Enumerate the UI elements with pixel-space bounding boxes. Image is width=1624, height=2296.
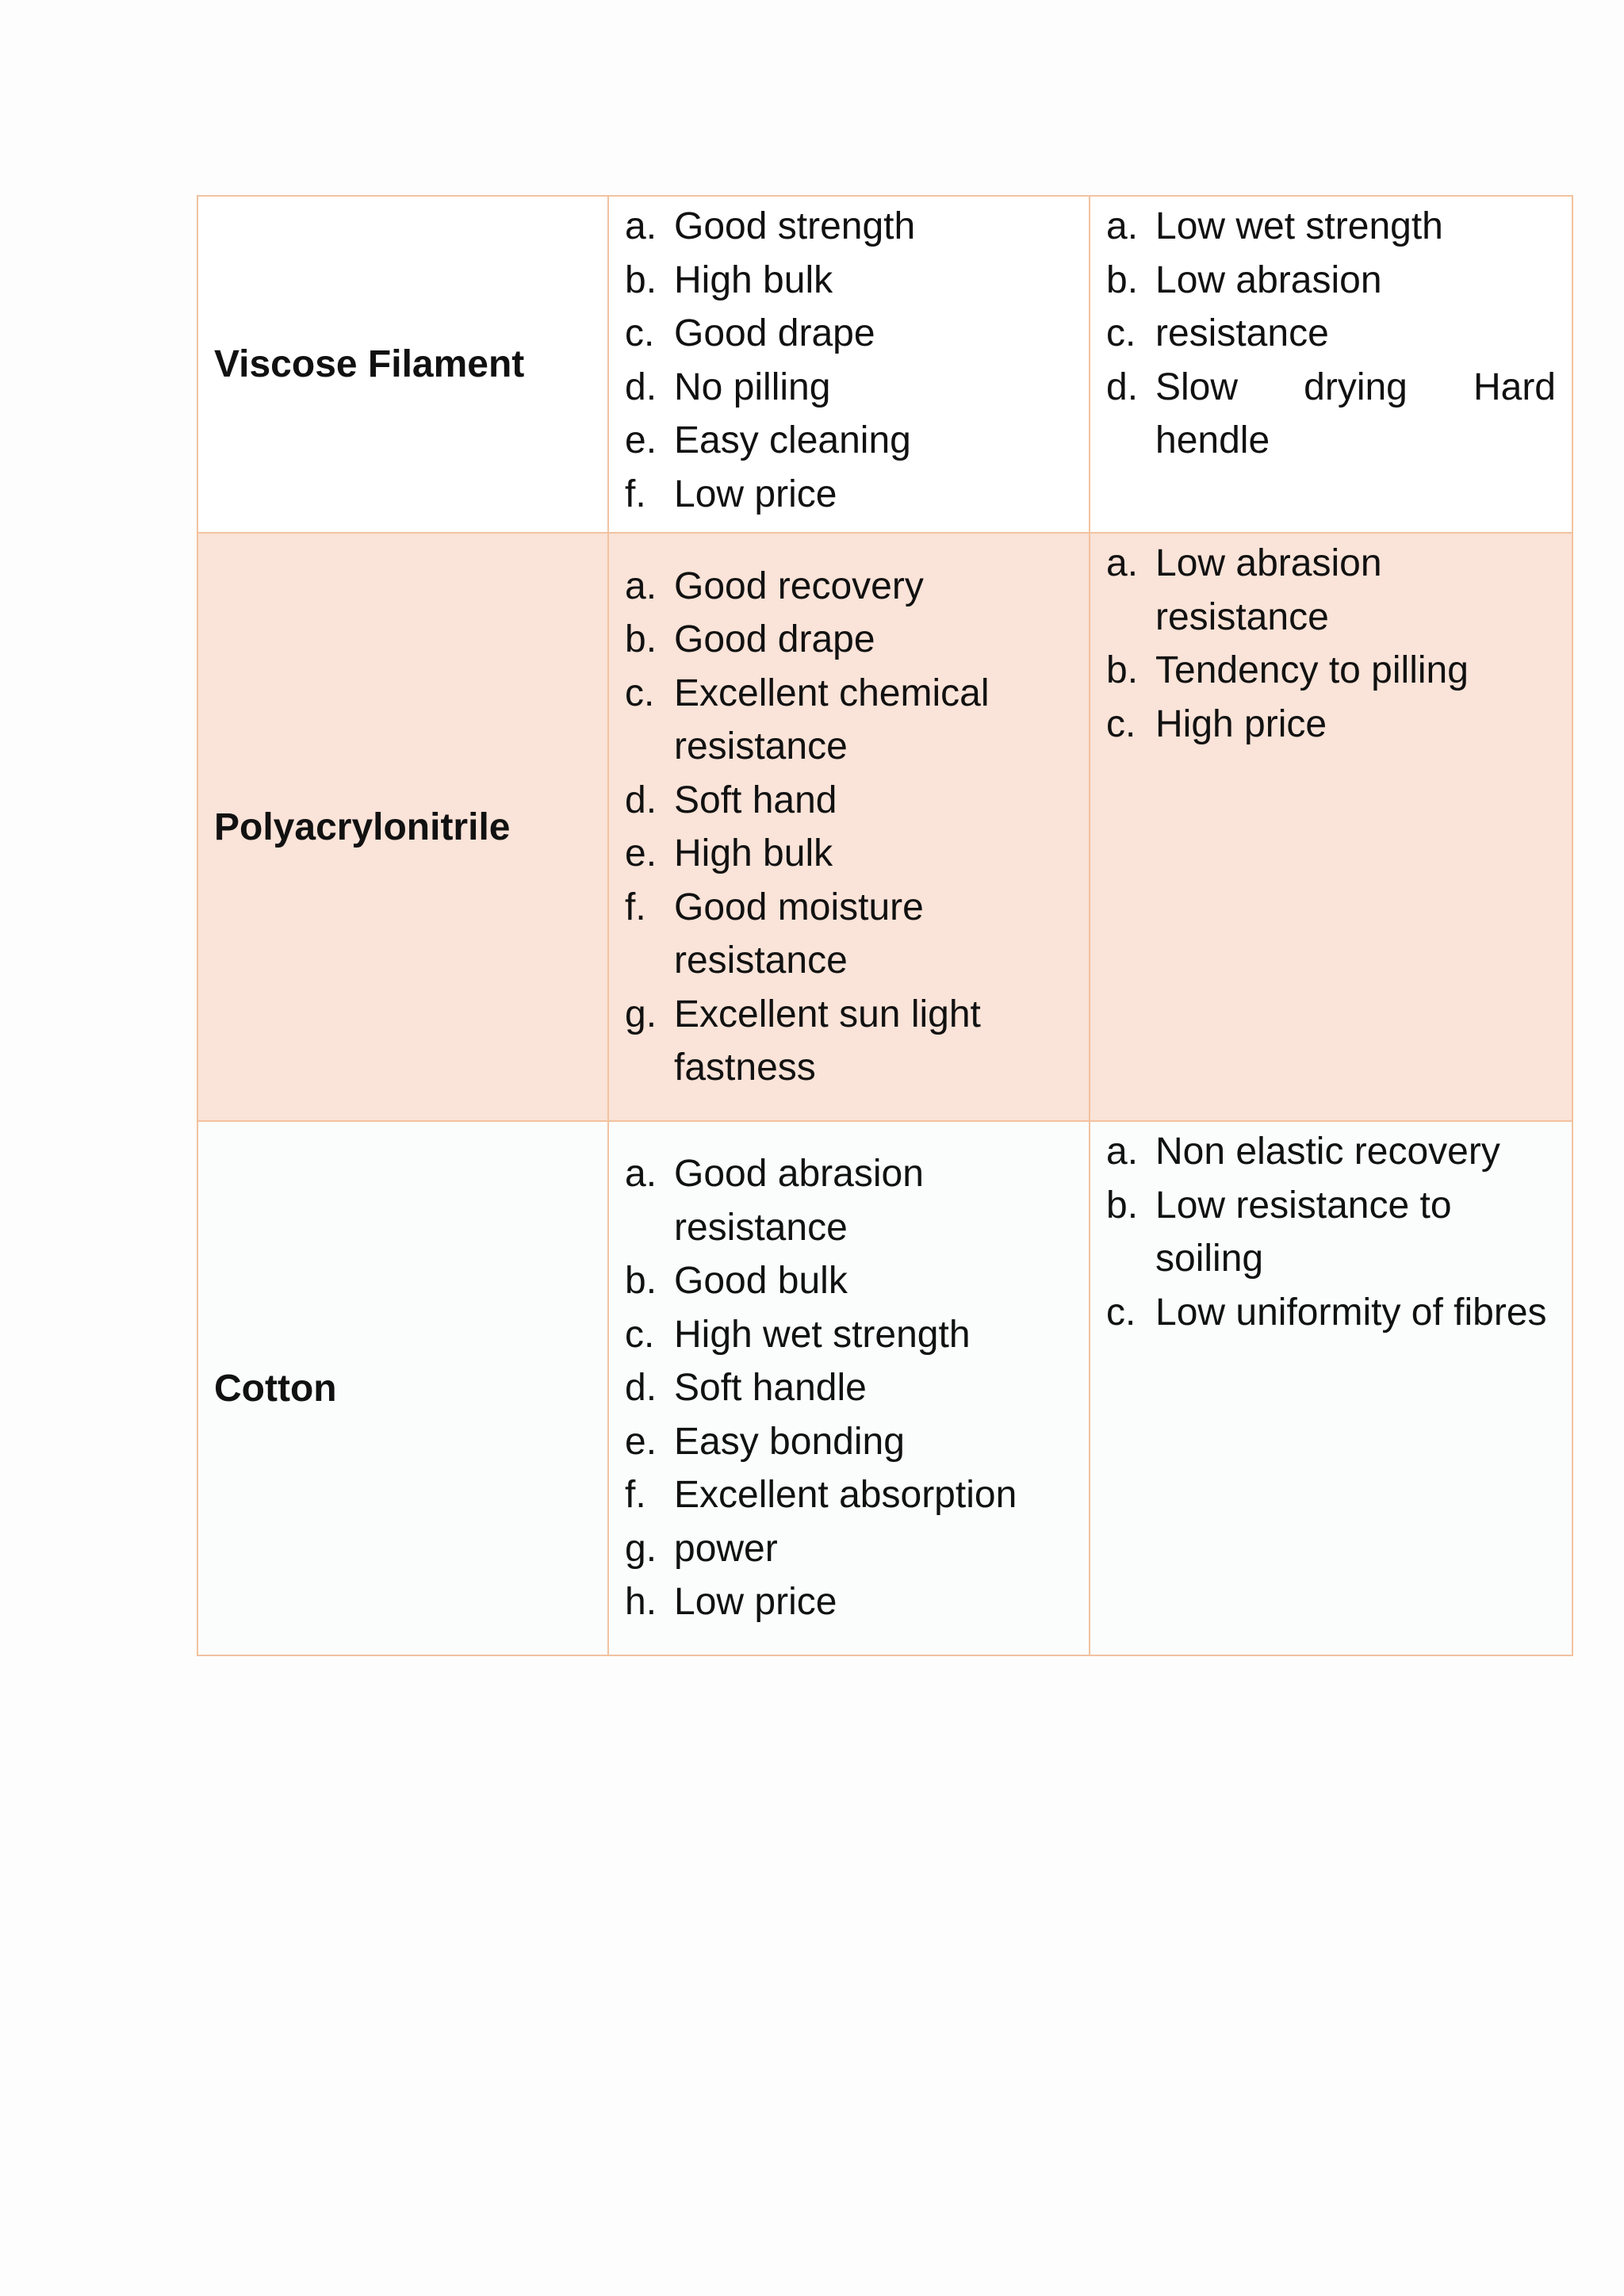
- list-item: d. Slow drying Hard hendle: [1106, 365, 1556, 461]
- list-item: c. High price: [1106, 702, 1327, 745]
- list-item: d. Soft hand: [625, 779, 837, 821]
- table-row: [197, 1121, 1572, 1655]
- list-item: f. Excellent absorption: [625, 1474, 1017, 1517]
- advantages-list: [609, 197, 1089, 532]
- fibre-name: Cotton: [214, 1367, 337, 1410]
- list-item: e. Easy bonding: [625, 1420, 905, 1463]
- list-item: b. Good drape: [625, 618, 875, 660]
- disadvantages-list: [1090, 534, 1572, 762]
- advantages-cell: [608, 196, 1090, 533]
- list-item: c. resistance: [1106, 312, 1329, 354]
- list-item: b. Low abrasion: [1106, 258, 1382, 301]
- list-item: b. Low resistance to soiling: [1106, 1184, 1452, 1280]
- list-item: a. Low abrasion resistance: [1106, 542, 1382, 638]
- fibre-properties-table: [197, 195, 1573, 1656]
- list-item: f. Low price: [625, 473, 837, 515]
- list-item: b. High bulk: [625, 258, 833, 301]
- list-item: c. Excellent chemical resistance: [625, 672, 990, 767]
- list-item: d. Soft handle: [625, 1367, 867, 1410]
- list-item: e. High bulk: [625, 832, 833, 874]
- fibre-name-cell: [197, 196, 608, 533]
- list-item: h. Low price: [625, 1581, 837, 1624]
- disadvantages-cell: [1090, 1121, 1572, 1655]
- list-item: c. Low uniformity of fibres: [1106, 1291, 1547, 1334]
- list-item: c. Good drape: [625, 312, 875, 354]
- list-item: g. power: [625, 1527, 778, 1570]
- list-item: a. Non elastic recovery: [1106, 1131, 1500, 1173]
- list-item: b. Good bulk: [625, 1260, 848, 1303]
- fibre-name-cell: [197, 1121, 608, 1655]
- list-item: a. Low wet strength: [1106, 205, 1443, 247]
- fibre-name: Viscose Filament: [214, 343, 525, 385]
- fibre-name-cell: [197, 533, 608, 1121]
- table-row: [197, 533, 1572, 1121]
- list-item: f. Good moisture resistance: [625, 886, 924, 982]
- disadvantages-cell: [1090, 196, 1572, 533]
- list-item: a. Good strength: [625, 205, 916, 247]
- list-item: a. Good abrasion resistance: [625, 1153, 924, 1249]
- fibre-name: Polyacrylonitrile: [214, 806, 511, 848]
- list-item: g. Excellent sun light fastness: [625, 993, 981, 1089]
- advantages-cell: [608, 533, 1090, 1121]
- disadvantages-list: [1090, 197, 1572, 479]
- advantages-list: [609, 549, 1089, 1106]
- list-item: b. Tendency to pilling: [1106, 649, 1469, 691]
- list-item: e. Easy cleaning: [625, 419, 911, 461]
- advantages-cell: [608, 1121, 1090, 1655]
- list-item: c. High wet strength: [625, 1313, 971, 1356]
- disadvantages-cell: [1090, 533, 1572, 1121]
- table-row: [197, 196, 1572, 533]
- list-item: a. Good recovery: [625, 564, 924, 607]
- disadvantages-list: [1090, 1122, 1572, 1350]
- advantages-list: [609, 1136, 1089, 1640]
- list-item: d. No pilling: [625, 365, 831, 408]
